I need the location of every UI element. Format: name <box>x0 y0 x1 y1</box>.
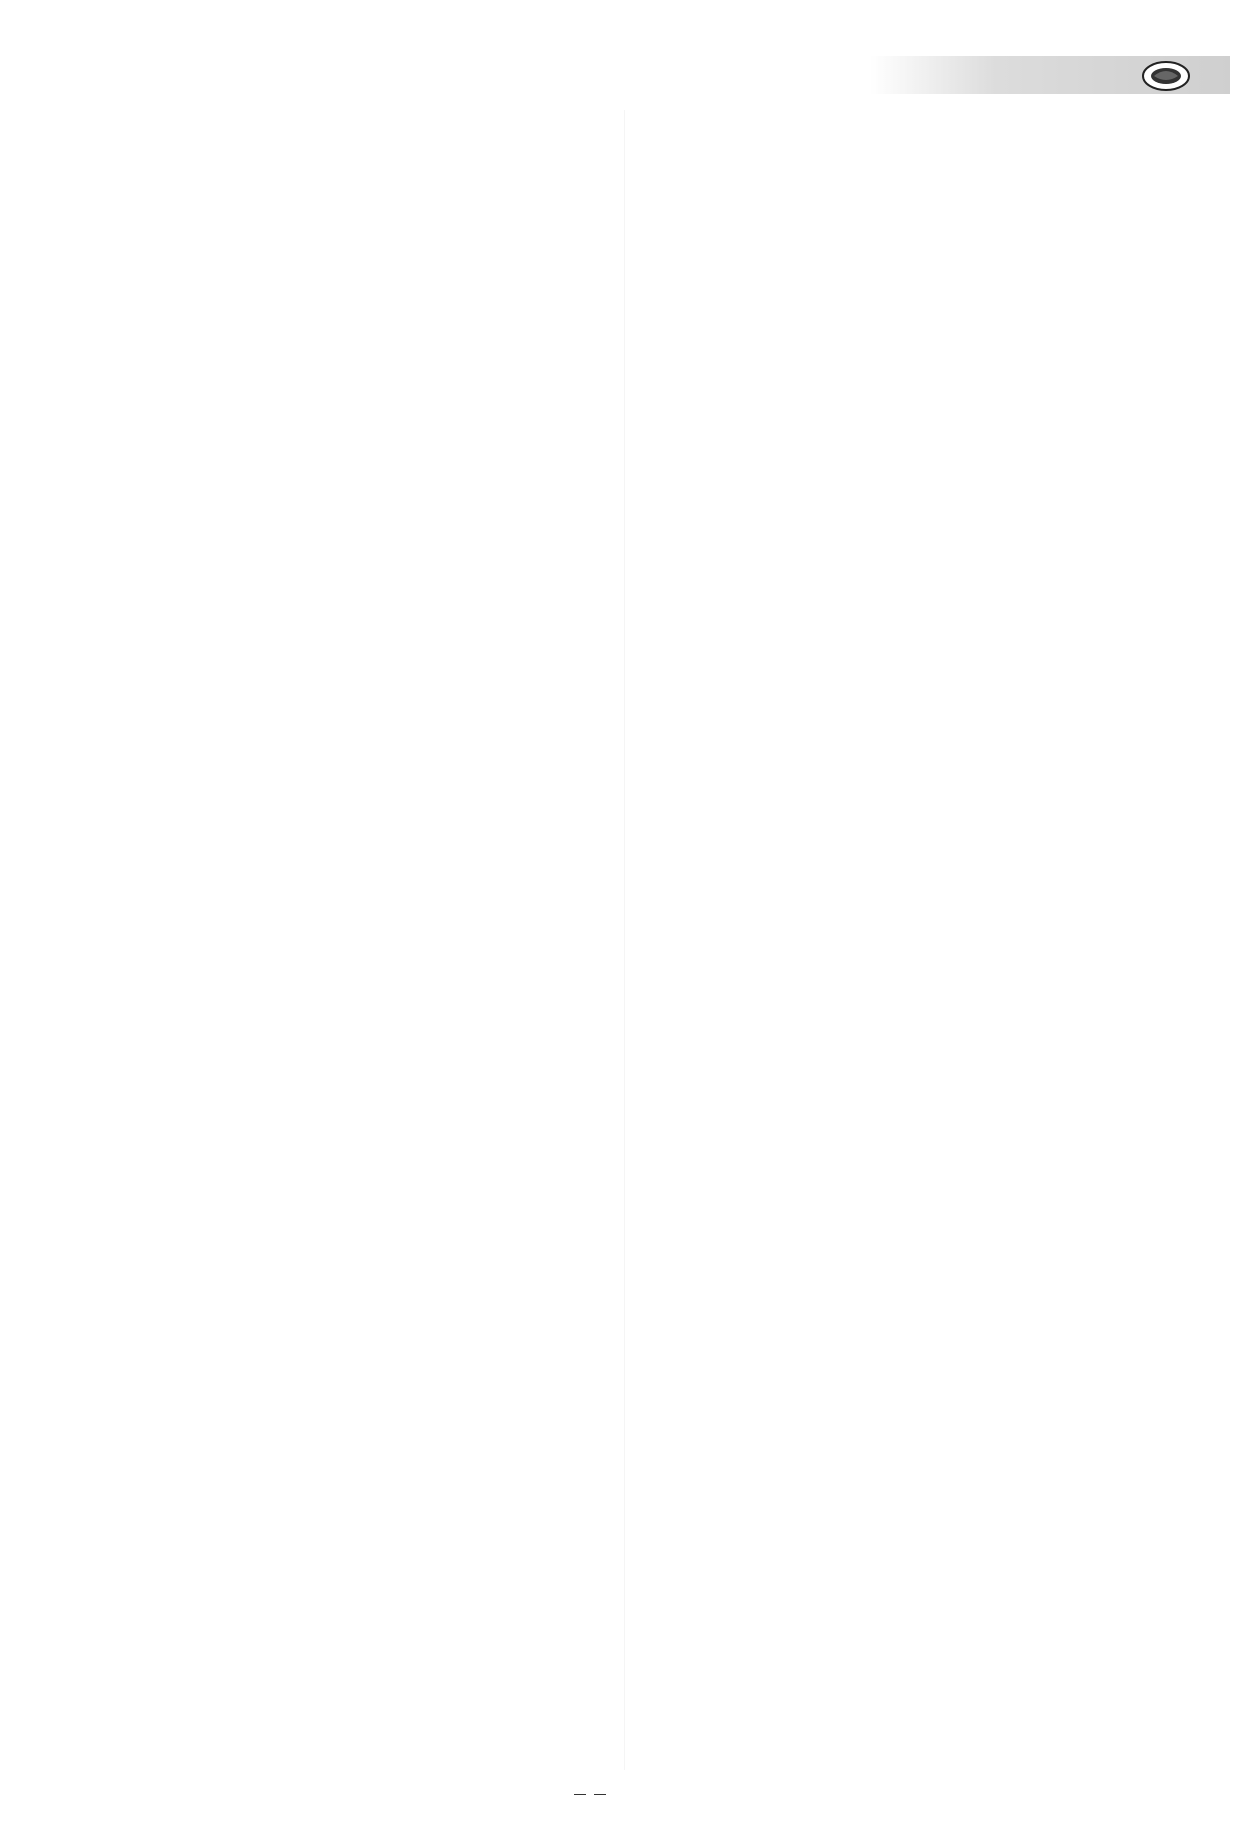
text-line <box>92 143 617 178</box>
book-logo-icon <box>1140 58 1192 94</box>
left-column <box>92 108 617 212</box>
column-fold <box>624 110 625 1770</box>
text-line <box>92 178 617 213</box>
text-line <box>92 108 617 143</box>
